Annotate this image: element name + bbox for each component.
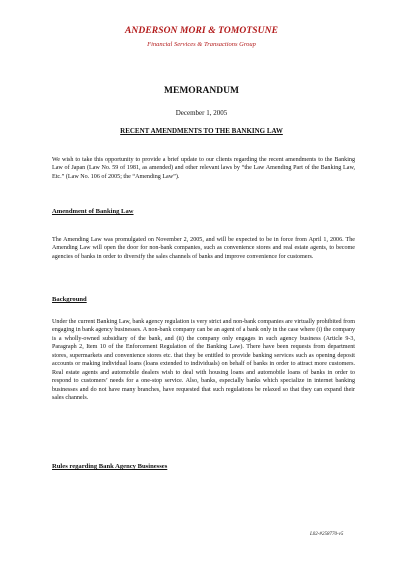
section-heading-background: Background — [52, 296, 87, 303]
memo-date: December 1, 2005 — [175, 109, 228, 117]
firm-group: Financial Services & Transactions Group — [147, 41, 256, 48]
section-heading-rules: Rules regarding Bank Agency Businesses — [52, 463, 168, 470]
document-type: MEMORANDUM — [164, 86, 239, 96]
section-body-background: Under the current Banking Law, bank agency regulation is very strict and non-bank companies are virtually prohibited from engaging in bank agency businesses. A non-bank company can be an agent of a bank only in the case where (i) the company is a wholly-owned subsidiary of the bank, and (ii) the company only engages in such agency business (Article 9-3, Paragraph 2, Item 10 of the Enforcement Regulation of the Banking Law). There have been requests from department stores, supermarkets and convenience stores etc. that they be entitled to provide banking services such as opening deposit accounts or making individual loans (loans extended to individuals) on behalf of banks in order to attract more customers. Real estate agents and automobile dealers wish to deal with housing loans and automobile loans of banks in order to respond to customers’ needs for a one-stop service. Also, banks, especially banks which specialize in internet banking businesses and do not have many branches, have requested that such regulations be relaxed so that they can expand their sales channels. — [52, 319, 355, 402]
document-reference: L02-#258770-v5 — [310, 532, 344, 537]
section-heading-amendment: Amendment of Banking Law — [52, 208, 134, 215]
section-body-amendment: The Amending Law was promulgated on November 2, 2005, and will be expected to be in force from April 1, 2006. The Amending Law will open the door for non-bank companies, such as convenience stores and real estate agents, to become agencies of banks in order to diversify the sales channels of banks and improve convenience for customers. — [52, 237, 355, 260]
firm-name: ANDERSON MORI & TOMOTSUNE — [124, 26, 279, 36]
intro-paragraph: We wish to take this opportunity to provide a brief update to our clients regarding the recent amendments to the Banking Law of Japan (Law No. 59 of 1981, as amended) and other relevant laws by “the Law Amending Part of the Banking Law, Etc.” (Law No. 106 of 2005; the “Amending Law”). — [52, 157, 355, 180]
memo-subject: RECENT AMENDMENTS TO THE BANKING LAW — [120, 127, 283, 135]
